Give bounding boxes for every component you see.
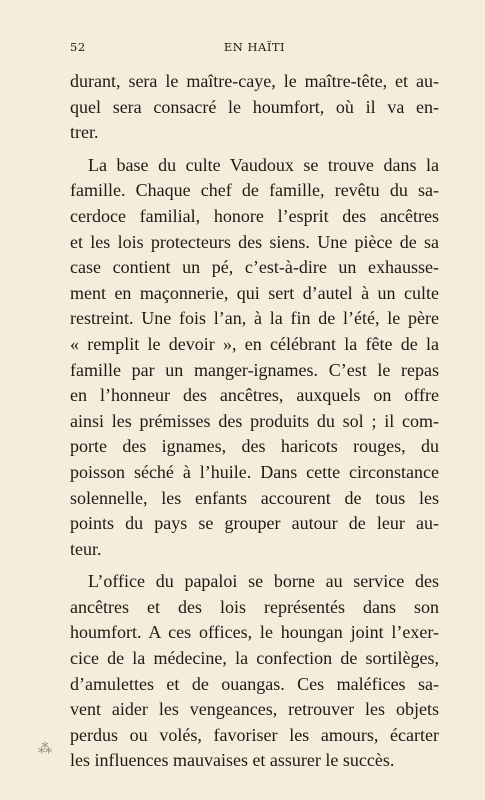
body-text <box>70 69 439 781</box>
text-line: cerdoce familial, honore l’esprit des ancêtres <box>70 205 439 226</box>
text-line: « remplit le devoir », en célébrant la fête de la <box>70 333 439 354</box>
page-number: 52 <box>70 40 86 54</box>
text-line: porte des ignames, des haricots rouges, du <box>70 436 439 457</box>
text-line: trer. <box>70 122 99 143</box>
text-line: points du pays se grouper autour de leur au- <box>70 513 439 534</box>
text-line: restreint. Une fois l’an, à la fin de l’été, le père <box>70 308 439 329</box>
paragraph-3 <box>70 569 439 774</box>
text-line: teur. <box>70 538 102 559</box>
text-line: cice de la médecine, la confection de sortilèges, <box>70 648 439 669</box>
ornament-mark: ⁂ <box>38 741 52 757</box>
page-header <box>70 40 439 58</box>
paragraph-2 <box>70 153 439 563</box>
text-line: case contient un pé, c’est-à-dire un exhausse- <box>70 257 439 278</box>
text-line: perdus ou volés, favoriser les amours, écarter <box>70 724 439 745</box>
text-line: et les lois protecteurs des siens. Une pièce de sa <box>70 231 439 252</box>
text-line: ancêtres et des lois représentés dans son <box>70 596 439 617</box>
text-line: ment en maçonnerie, qui sert d’autel à un culte <box>70 282 439 303</box>
text-line: famille par un manger-ignames. C’est le repas <box>70 359 439 380</box>
text-line: famille. Chaque chef de famille, revêtu du sa- <box>70 180 439 201</box>
text-line: ainsi les prémisses des produits du sol ; il com- <box>70 410 439 431</box>
text-line: L’office du papaloi se borne au service des <box>88 571 439 592</box>
text-line: poisson séché à l’huile. Dans cette circonstance <box>70 461 439 482</box>
text-line: d’amulettes et de ouangas. Ces maléfices sa- <box>70 673 439 694</box>
text-line: La base du culte Vaudoux se trouve dans la <box>88 154 439 175</box>
text-line: durant, sera le maître-caye, le maître-tête, et au- <box>70 71 439 91</box>
running-title: EN HAÏTI <box>223 40 286 54</box>
text-line: vent aider les vengeances, retrouver les objets <box>70 699 439 720</box>
text-line: solennelle, les enfants accourent de tous les <box>70 487 439 508</box>
text-line: houmfort. A ces offices, le houngan joint l’exer- <box>70 622 439 643</box>
text-line: quel sera consacré le houmfort, où il va en- <box>70 96 439 117</box>
paragraph-1 <box>70 69 439 146</box>
text-line: en l’honneur des ancêtres, auxquels on offre <box>70 385 439 406</box>
text-line: les influences mauvaises et assurer le succès. <box>70 750 395 771</box>
